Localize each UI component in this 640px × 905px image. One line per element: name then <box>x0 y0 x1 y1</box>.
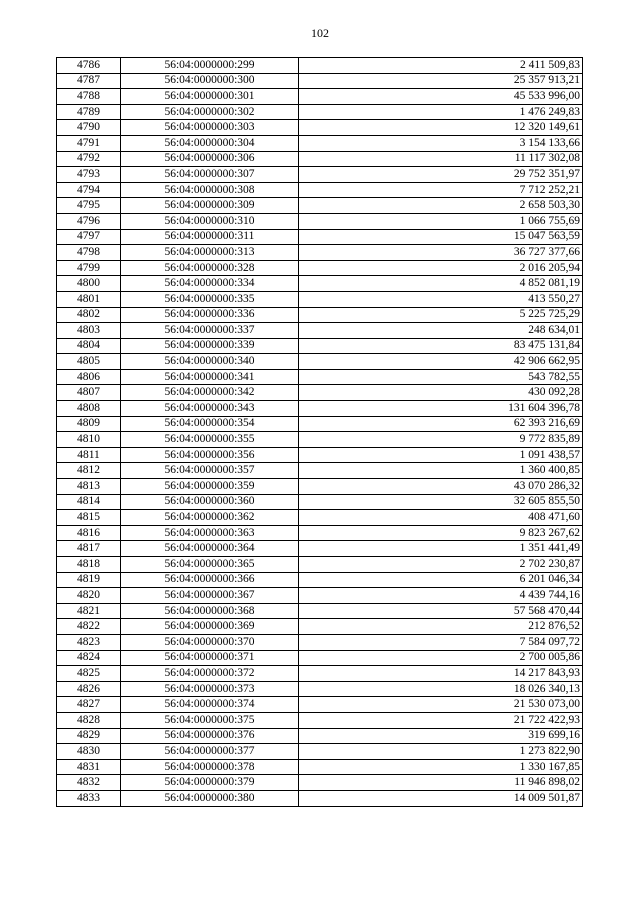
cadastral-number-cell: 56:04:0000000:306 <box>121 151 299 167</box>
cadastral-number-cell: 56:04:0000000:367 <box>121 588 299 604</box>
row-number-cell: 4790 <box>57 120 121 136</box>
table-row <box>57 790 583 806</box>
row-number-cell: 4792 <box>57 151 121 167</box>
cadastral-number-cell: 56:04:0000000:311 <box>121 229 299 245</box>
cadastral-number-cell: 56:04:0000000:359 <box>121 479 299 495</box>
row-number-cell: 4797 <box>57 229 121 245</box>
cadastral-number-cell: 56:04:0000000:370 <box>121 634 299 650</box>
row-number-cell: 4808 <box>57 401 121 417</box>
table-row <box>57 260 583 276</box>
cadastral-value-cell: 11 117 302,08 <box>299 151 583 167</box>
table-row <box>57 697 583 713</box>
cadastral-value-cell: 43 070 286,32 <box>299 479 583 495</box>
cadastral-number-cell: 56:04:0000000:339 <box>121 338 299 354</box>
table-row <box>57 510 583 526</box>
cadastral-value-cell: 1 351 441,49 <box>299 541 583 557</box>
cadastral-value-cell: 408 471,60 <box>299 510 583 526</box>
cadastral-value-cell: 9 772 835,89 <box>299 432 583 448</box>
table-row <box>57 213 583 229</box>
cadastral-number-cell: 56:04:0000000:379 <box>121 775 299 791</box>
cadastral-number-cell: 56:04:0000000:303 <box>121 120 299 136</box>
row-number-cell: 4805 <box>57 354 121 370</box>
cadastral-number-cell: 56:04:0000000:336 <box>121 307 299 323</box>
cadastral-value-cell: 430 092,28 <box>299 385 583 401</box>
cadastral-value-cell: 1 476 249,83 <box>299 104 583 120</box>
row-number-cell: 4791 <box>57 135 121 151</box>
cadastral-value-cell: 42 906 662,95 <box>299 354 583 370</box>
cadastral-number-cell: 56:04:0000000:310 <box>121 213 299 229</box>
row-number-cell: 4804 <box>57 338 121 354</box>
row-number-cell: 4806 <box>57 369 121 385</box>
cadastral-value-cell: 131 604 396,78 <box>299 401 583 417</box>
table-row <box>57 759 583 775</box>
cadastral-number-cell: 56:04:0000000:355 <box>121 432 299 448</box>
cadastral-value-cell: 15 047 563,59 <box>299 229 583 245</box>
cadastral-value-cell: 2 702 230,87 <box>299 557 583 573</box>
row-number-cell: 4810 <box>57 432 121 448</box>
cadastral-value-cell: 57 568 470,44 <box>299 603 583 619</box>
table-row <box>57 588 583 604</box>
cadastral-number-cell: 56:04:0000000:300 <box>121 73 299 89</box>
cadastral-value-cell: 2 016 205,94 <box>299 260 583 276</box>
cadastral-number-cell: 56:04:0000000:364 <box>121 541 299 557</box>
cadastral-number-cell: 56:04:0000000:308 <box>121 182 299 198</box>
cadastral-value-cell: 7 712 252,21 <box>299 182 583 198</box>
cadastral-value-cell: 62 393 216,69 <box>299 416 583 432</box>
cadastral-number-cell: 56:04:0000000:372 <box>121 666 299 682</box>
table-row <box>57 276 583 292</box>
row-number-cell: 4833 <box>57 790 121 806</box>
cadastral-number-cell: 56:04:0000000:369 <box>121 619 299 635</box>
cadastral-number-cell: 56:04:0000000:360 <box>121 494 299 510</box>
cadastral-number-cell: 56:04:0000000:380 <box>121 790 299 806</box>
row-number-cell: 4795 <box>57 198 121 214</box>
cadastral-number-cell: 56:04:0000000:328 <box>121 260 299 276</box>
row-number-cell: 4819 <box>57 572 121 588</box>
cadastral-value-cell: 2 700 005,86 <box>299 650 583 666</box>
table-row <box>57 135 583 151</box>
cadastral-number-cell: 56:04:0000000:363 <box>121 525 299 541</box>
table-row <box>57 744 583 760</box>
row-number-cell: 4812 <box>57 463 121 479</box>
cadastral-value-table <box>56 57 583 807</box>
table-row <box>57 494 583 510</box>
row-number-cell: 4794 <box>57 182 121 198</box>
cadastral-number-cell: 56:04:0000000:375 <box>121 712 299 728</box>
row-number-cell: 4820 <box>57 588 121 604</box>
row-number-cell: 4822 <box>57 619 121 635</box>
table-row <box>57 291 583 307</box>
table-row <box>57 681 583 697</box>
row-number-cell: 4813 <box>57 479 121 495</box>
cadastral-number-cell: 56:04:0000000:371 <box>121 650 299 666</box>
table-row <box>57 432 583 448</box>
table-row <box>57 167 583 183</box>
cadastral-number-cell: 56:04:0000000:307 <box>121 167 299 183</box>
table-row <box>57 557 583 573</box>
row-number-cell: 4826 <box>57 681 121 697</box>
table-row <box>57 728 583 744</box>
cadastral-value-cell: 9 823 267,62 <box>299 525 583 541</box>
row-number-cell: 4796 <box>57 213 121 229</box>
cadastral-number-cell: 56:04:0000000:299 <box>121 58 299 74</box>
cadastral-value-cell: 11 946 898,02 <box>299 775 583 791</box>
row-number-cell: 4798 <box>57 245 121 261</box>
row-number-cell: 4803 <box>57 323 121 339</box>
table-row <box>57 401 583 417</box>
table-row <box>57 775 583 791</box>
row-number-cell: 4823 <box>57 634 121 650</box>
cadastral-number-cell: 56:04:0000000:301 <box>121 89 299 105</box>
cadastral-number-cell: 56:04:0000000:309 <box>121 198 299 214</box>
row-number-cell: 4799 <box>57 260 121 276</box>
row-number-cell: 4793 <box>57 167 121 183</box>
row-number-cell: 4825 <box>57 666 121 682</box>
cadastral-value-cell: 83 475 131,84 <box>299 338 583 354</box>
table-row <box>57 182 583 198</box>
row-number-cell: 4831 <box>57 759 121 775</box>
cadastral-value-cell: 248 634,01 <box>299 323 583 339</box>
cadastral-number-cell: 56:04:0000000:302 <box>121 104 299 120</box>
table-row <box>57 307 583 323</box>
cadastral-value-cell: 543 782,55 <box>299 369 583 385</box>
table-row <box>57 572 583 588</box>
table-row <box>57 58 583 74</box>
row-number-cell: 4815 <box>57 510 121 526</box>
cadastral-value-cell: 212 876,52 <box>299 619 583 635</box>
table-row <box>57 323 583 339</box>
table-row <box>57 447 583 463</box>
table-row <box>57 619 583 635</box>
row-number-cell: 4827 <box>57 697 121 713</box>
cadastral-value-cell: 21 722 422,93 <box>299 712 583 728</box>
cadastral-value-cell: 32 605 855,50 <box>299 494 583 510</box>
cadastral-value-cell: 45 533 996,00 <box>299 89 583 105</box>
table-row <box>57 666 583 682</box>
cadastral-number-cell: 56:04:0000000:342 <box>121 385 299 401</box>
row-number-cell: 4818 <box>57 557 121 573</box>
row-number-cell: 4789 <box>57 104 121 120</box>
cadastral-value-cell: 5 225 725,29 <box>299 307 583 323</box>
cadastral-value-cell: 1 360 400,85 <box>299 463 583 479</box>
cadastral-value-cell: 18 026 340,13 <box>299 681 583 697</box>
cadastral-value-cell: 14 217 843,93 <box>299 666 583 682</box>
table-row <box>57 525 583 541</box>
table-row <box>57 120 583 136</box>
cadastral-value-cell: 12 320 149,61 <box>299 120 583 136</box>
cadastral-number-cell: 56:04:0000000:362 <box>121 510 299 526</box>
cadastral-number-cell: 56:04:0000000:378 <box>121 759 299 775</box>
table-row <box>57 229 583 245</box>
cadastral-value-cell: 7 584 097,72 <box>299 634 583 650</box>
cadastral-value-cell: 14 009 501,87 <box>299 790 583 806</box>
row-number-cell: 4821 <box>57 603 121 619</box>
cadastral-value-cell: 319 699,16 <box>299 728 583 744</box>
cadastral-value-cell: 25 357 913,21 <box>299 73 583 89</box>
table-row <box>57 354 583 370</box>
cadastral-number-cell: 56:04:0000000:377 <box>121 744 299 760</box>
cadastral-number-cell: 56:04:0000000:313 <box>121 245 299 261</box>
cadastral-value-cell: 413 550,27 <box>299 291 583 307</box>
row-number-cell: 4801 <box>57 291 121 307</box>
row-number-cell: 4786 <box>57 58 121 74</box>
table-row <box>57 603 583 619</box>
cadastral-value-cell: 6 201 046,34 <box>299 572 583 588</box>
cadastral-number-cell: 56:04:0000000:337 <box>121 323 299 339</box>
row-number-cell: 4828 <box>57 712 121 728</box>
row-number-cell: 4807 <box>57 385 121 401</box>
row-number-cell: 4802 <box>57 307 121 323</box>
cadastral-value-cell: 21 530 073,00 <box>299 697 583 713</box>
cadastral-number-cell: 56:04:0000000:340 <box>121 354 299 370</box>
row-number-cell: 4832 <box>57 775 121 791</box>
row-number-cell: 4824 <box>57 650 121 666</box>
row-number-cell: 4814 <box>57 494 121 510</box>
table-row <box>57 385 583 401</box>
row-number-cell: 4830 <box>57 744 121 760</box>
cadastral-number-cell: 56:04:0000000:374 <box>121 697 299 713</box>
row-number-cell: 4787 <box>57 73 121 89</box>
table-row <box>57 245 583 261</box>
cadastral-value-cell: 1 091 438,57 <box>299 447 583 463</box>
row-number-cell: 4829 <box>57 728 121 744</box>
cadastral-value-cell: 4 439 744,16 <box>299 588 583 604</box>
cadastral-number-cell: 56:04:0000000:356 <box>121 447 299 463</box>
row-number-cell: 4809 <box>57 416 121 432</box>
table-row <box>57 650 583 666</box>
table-row <box>57 416 583 432</box>
row-number-cell: 4816 <box>57 525 121 541</box>
cadastral-number-cell: 56:04:0000000:354 <box>121 416 299 432</box>
cadastral-value-cell: 4 852 081,19 <box>299 276 583 292</box>
row-number-cell: 4811 <box>57 447 121 463</box>
row-number-cell: 4817 <box>57 541 121 557</box>
cadastral-value-cell: 29 752 351,97 <box>299 167 583 183</box>
cadastral-number-cell: 56:04:0000000:368 <box>121 603 299 619</box>
cadastral-number-cell: 56:04:0000000:343 <box>121 401 299 417</box>
cadastral-number-cell: 56:04:0000000:341 <box>121 369 299 385</box>
row-number-cell: 4800 <box>57 276 121 292</box>
cadastral-number-cell: 56:04:0000000:366 <box>121 572 299 588</box>
table-row <box>57 104 583 120</box>
table-body <box>57 58 583 807</box>
cadastral-number-cell: 56:04:0000000:357 <box>121 463 299 479</box>
cadastral-value-cell: 1 273 822,90 <box>299 744 583 760</box>
table-row <box>57 89 583 105</box>
table-row <box>57 198 583 214</box>
cadastral-value-cell: 2 658 503,30 <box>299 198 583 214</box>
cadastral-value-cell: 1 066 755,69 <box>299 213 583 229</box>
table-row <box>57 479 583 495</box>
cadastral-value-cell: 3 154 133,66 <box>299 135 583 151</box>
page-number: 102 <box>311 26 329 40</box>
table-row <box>57 151 583 167</box>
table-row <box>57 463 583 479</box>
cadastral-number-cell: 56:04:0000000:335 <box>121 291 299 307</box>
cadastral-number-cell: 56:04:0000000:365 <box>121 557 299 573</box>
cadastral-value-cell: 2 411 509,83 <box>299 58 583 74</box>
cadastral-number-cell: 56:04:0000000:376 <box>121 728 299 744</box>
table-row <box>57 634 583 650</box>
table-row <box>57 541 583 557</box>
table-row <box>57 712 583 728</box>
cadastral-value-cell: 36 727 377,66 <box>299 245 583 261</box>
row-number-cell: 4788 <box>57 89 121 105</box>
table-row <box>57 369 583 385</box>
cadastral-value-cell: 1 330 167,85 <box>299 759 583 775</box>
cadastral-number-cell: 56:04:0000000:334 <box>121 276 299 292</box>
cadastral-number-cell: 56:04:0000000:373 <box>121 681 299 697</box>
table-row <box>57 338 583 354</box>
cadastral-number-cell: 56:04:0000000:304 <box>121 135 299 151</box>
table-row <box>57 73 583 89</box>
